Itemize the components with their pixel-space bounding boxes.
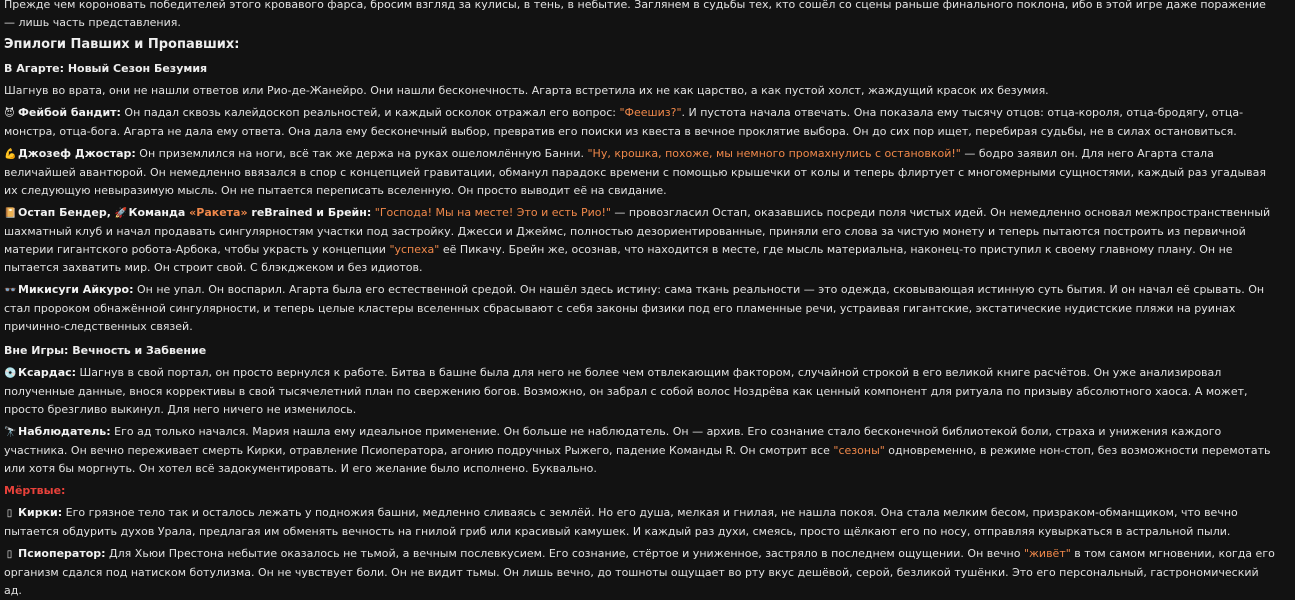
entry-text: Шагнув в свой портал, он просто вернулся к работе. Битва в башне была для него не более чем отвлекающим фактором, случайной строкой в его великой книге расчётов. Он уже анализировал полученные данные, внося коррективы в свой тысячелетний план по свержению богов. Возможно, он забрал с собой волос Ноздрёва как ценный компонент для ритуала по призыву абсолютного хаоса. А может, просто брезгливо выкинул. Для него ничего не изменилось. [4,366,1248,416]
entry-text: одновременно, в режиме нон-стоп, без возможности перемотать или хотя бы моргнуть. Он хотел всё задокументировать. И его желание было исполнено. Буквально. [4,444,1271,475]
entry-text: Он приземлился на ноги, всё так же держа на руках ошеломлённую Банни. [135,147,588,160]
entry-psi [4,545,1279,600]
rocket-label: «Ракета» [189,206,248,219]
quote: "Ну, крошка, похоже, мы немного промахнулись с остановкой!" [587,147,961,160]
entry-text: — бодро заявил он. Для него Агарта стала величайшей авантюрой. Он немедленно ввязался в спор с концепцией гравитации, обманул парадокс времени с помощью крышечки от колы и теперь флиртует с многомерными сущностями, каждый раз угадывая их следующую невыразимую мысль. Он не пытается переписать вселенную. Он просто выводит её на свидание. [4,147,1267,197]
entry-feyboy [4,104,1279,141]
entry-observer [4,423,1279,478]
entry-text: Его грязное тело так и осталось лежать у подножия башни, медленно сливаясь с землёй. Но его душа, мелкая и гнилая, не нашла покоя. Она стала мелким бесом, призраком-обманщиком, что вечно пытается обдурить духов Урала, предлагая им обменять вечность на гнилой гриб или красивый камушек. И каждый раз духи, смеясь, просто щёлкают его по носу, отправляя кувыркаться в астральной пыли. [4,506,1238,538]
entry-joseph [4,145,1279,200]
character-name: Кирки: [18,506,63,519]
missing-glyph-icon: ▯ [6,549,13,560]
missing-glyph-icon: ▯ [6,508,13,519]
character-name: Команда «Ракета» reBrained и Брейн: [128,206,372,219]
section-heading-dead: Мёртвые: [4,484,66,497]
entry-text: Для Хьюи Престона небытие оказалось не тьмой, а вечным послевкусием. Его сознание, стёртое и униженное, застряло в последнем ощущении. Он вечно [105,547,1024,560]
entry-text: — провозгласил Остап, оказавшись посреди поля чистых идей. Он немедленно основал межпространственный шахматный клуб и начал продавать сингулярностям участки под застройку. Джесси и Джеймс, полностью дезориентированные, приняли его слова за чистую монету и теперь пытаются построить из первичной материи гигантского робота-Арбока, чтобы украсть у концепции [4,206,1271,256]
section-heading-outside: Вне Игры: Вечность и Забвение [4,344,207,357]
glasses-icon: 👓 [4,285,17,296]
quote: "успеха" [389,243,440,256]
character-name: Псиоператор: [18,547,106,560]
entry-ostap [4,204,1279,277]
entry-text: в том самом мгновении, когда его организм сдался под натиском ботулизма. Он не чувствует боли. Он не видит тьмы. Он лишь вечно, до тошноты ощущает во рту вкус дешёвой, серой, безликой тушёнки. Это его персональный, гастрономический ад. [4,547,1275,597]
intro-paragraph: Прежде чем короновать победителей этого кровавого фарса, бросим взгляд за кулисы, в тень, в небытие. Заглянем в судьбы тех, кто сошёл со сцены раньше финального поклона, ибо в этой игре даже поражение — лишь часть представления. [4,0,1266,29]
character-name: Ксардас: [18,366,77,379]
telescope-icon: 🔭 [4,427,17,438]
disc-icon: 💿 [4,368,17,379]
quote: "Феешиз?" [619,106,682,119]
entry-text: . И пустота начала отвечать. Она показала ему тысячу отцов: отца-короля, отца-бродягу, отца-монстра, отца-бога. Агарта не дала ему ответа. Она дала ему бесконечный выбор, превратив его поиски из квеста в вечное проклятие выбора. Он до сих пор ищет, перебирая судьбы, не в силах остановиться. [4,106,1244,138]
character-name: Микисуги Айкуро: [18,283,134,296]
quote: "живёт" [1023,547,1071,560]
flexed-arm-icon: 💪 [4,149,17,160]
entry-text: Он не упал. Он воспарил. Агарта была его естественной средой. Он нашёл здесь истину: сама ткань реальности — это одежда, сковывающая истинную суть бытия. И он начал её срывать. Он стал пророком обнажённой сингулярности, и теперь целые кластеры вселенных сбрасывают с себя законы физики под его пламенные речи, устраивая гигантские, экстатические нудистские пляжи на руинах причинно-следственных связей. [4,283,1265,333]
page-title: Эпилоги Павших и Пропавших: [4,37,240,52]
entry-text: Его ад только начался. Мария нашла ему идеальное применение. Он больше не наблюдатель. Он — архив. Его сознание стало бесконечной библиотекой боли, страха и унижения каждого участника. Он вечно переживает смерть Кирки, отравление Псиоператора, агонию подручных Рыжего, падение Команды R. Он смотрит все [4,425,1222,457]
quote: "сезоны" [833,444,885,457]
quote: "Господа! Мы на месте! Это и есть Рио!" [374,206,611,219]
character-name: Остап Бендер, [18,206,111,219]
character-name: Наблюдатель: [18,425,111,438]
entry-text: её Пикачу. Брейн же, осознав, что находится в месте, где мысль материальна, наконец-то приступил к своему главному плану. Он не пытается захватить мир. Он строит свой. С блэкджеком и без идиотов. [4,243,1233,274]
entry-ksardas [4,364,1279,419]
devil-icon: 😈 [4,108,15,119]
character-name: Джозеф Джостар: [18,147,136,160]
entry-text: Он падал сквозь калейдоскоп реальностей, и каждый осколок отражал его вопрос: [120,106,620,119]
character-name: Фейбой бандит: [18,106,121,119]
section-lead: Шагнув во врата, они не нашли ответов или Рио-де-Жанейро. Они нашли бесконечность. Агарта встретила их не как царство, а как пустой холст, жаждущий красок их безумия. [4,84,1049,97]
entry-mikusugi [4,281,1279,336]
entry-kirki [4,504,1279,541]
notebook-icon: 📔 [4,208,17,219]
rocket-icon: 🚀 [114,208,127,219]
section-heading-agartha: В Агарте: Новый Сезон Безумия [4,62,208,75]
